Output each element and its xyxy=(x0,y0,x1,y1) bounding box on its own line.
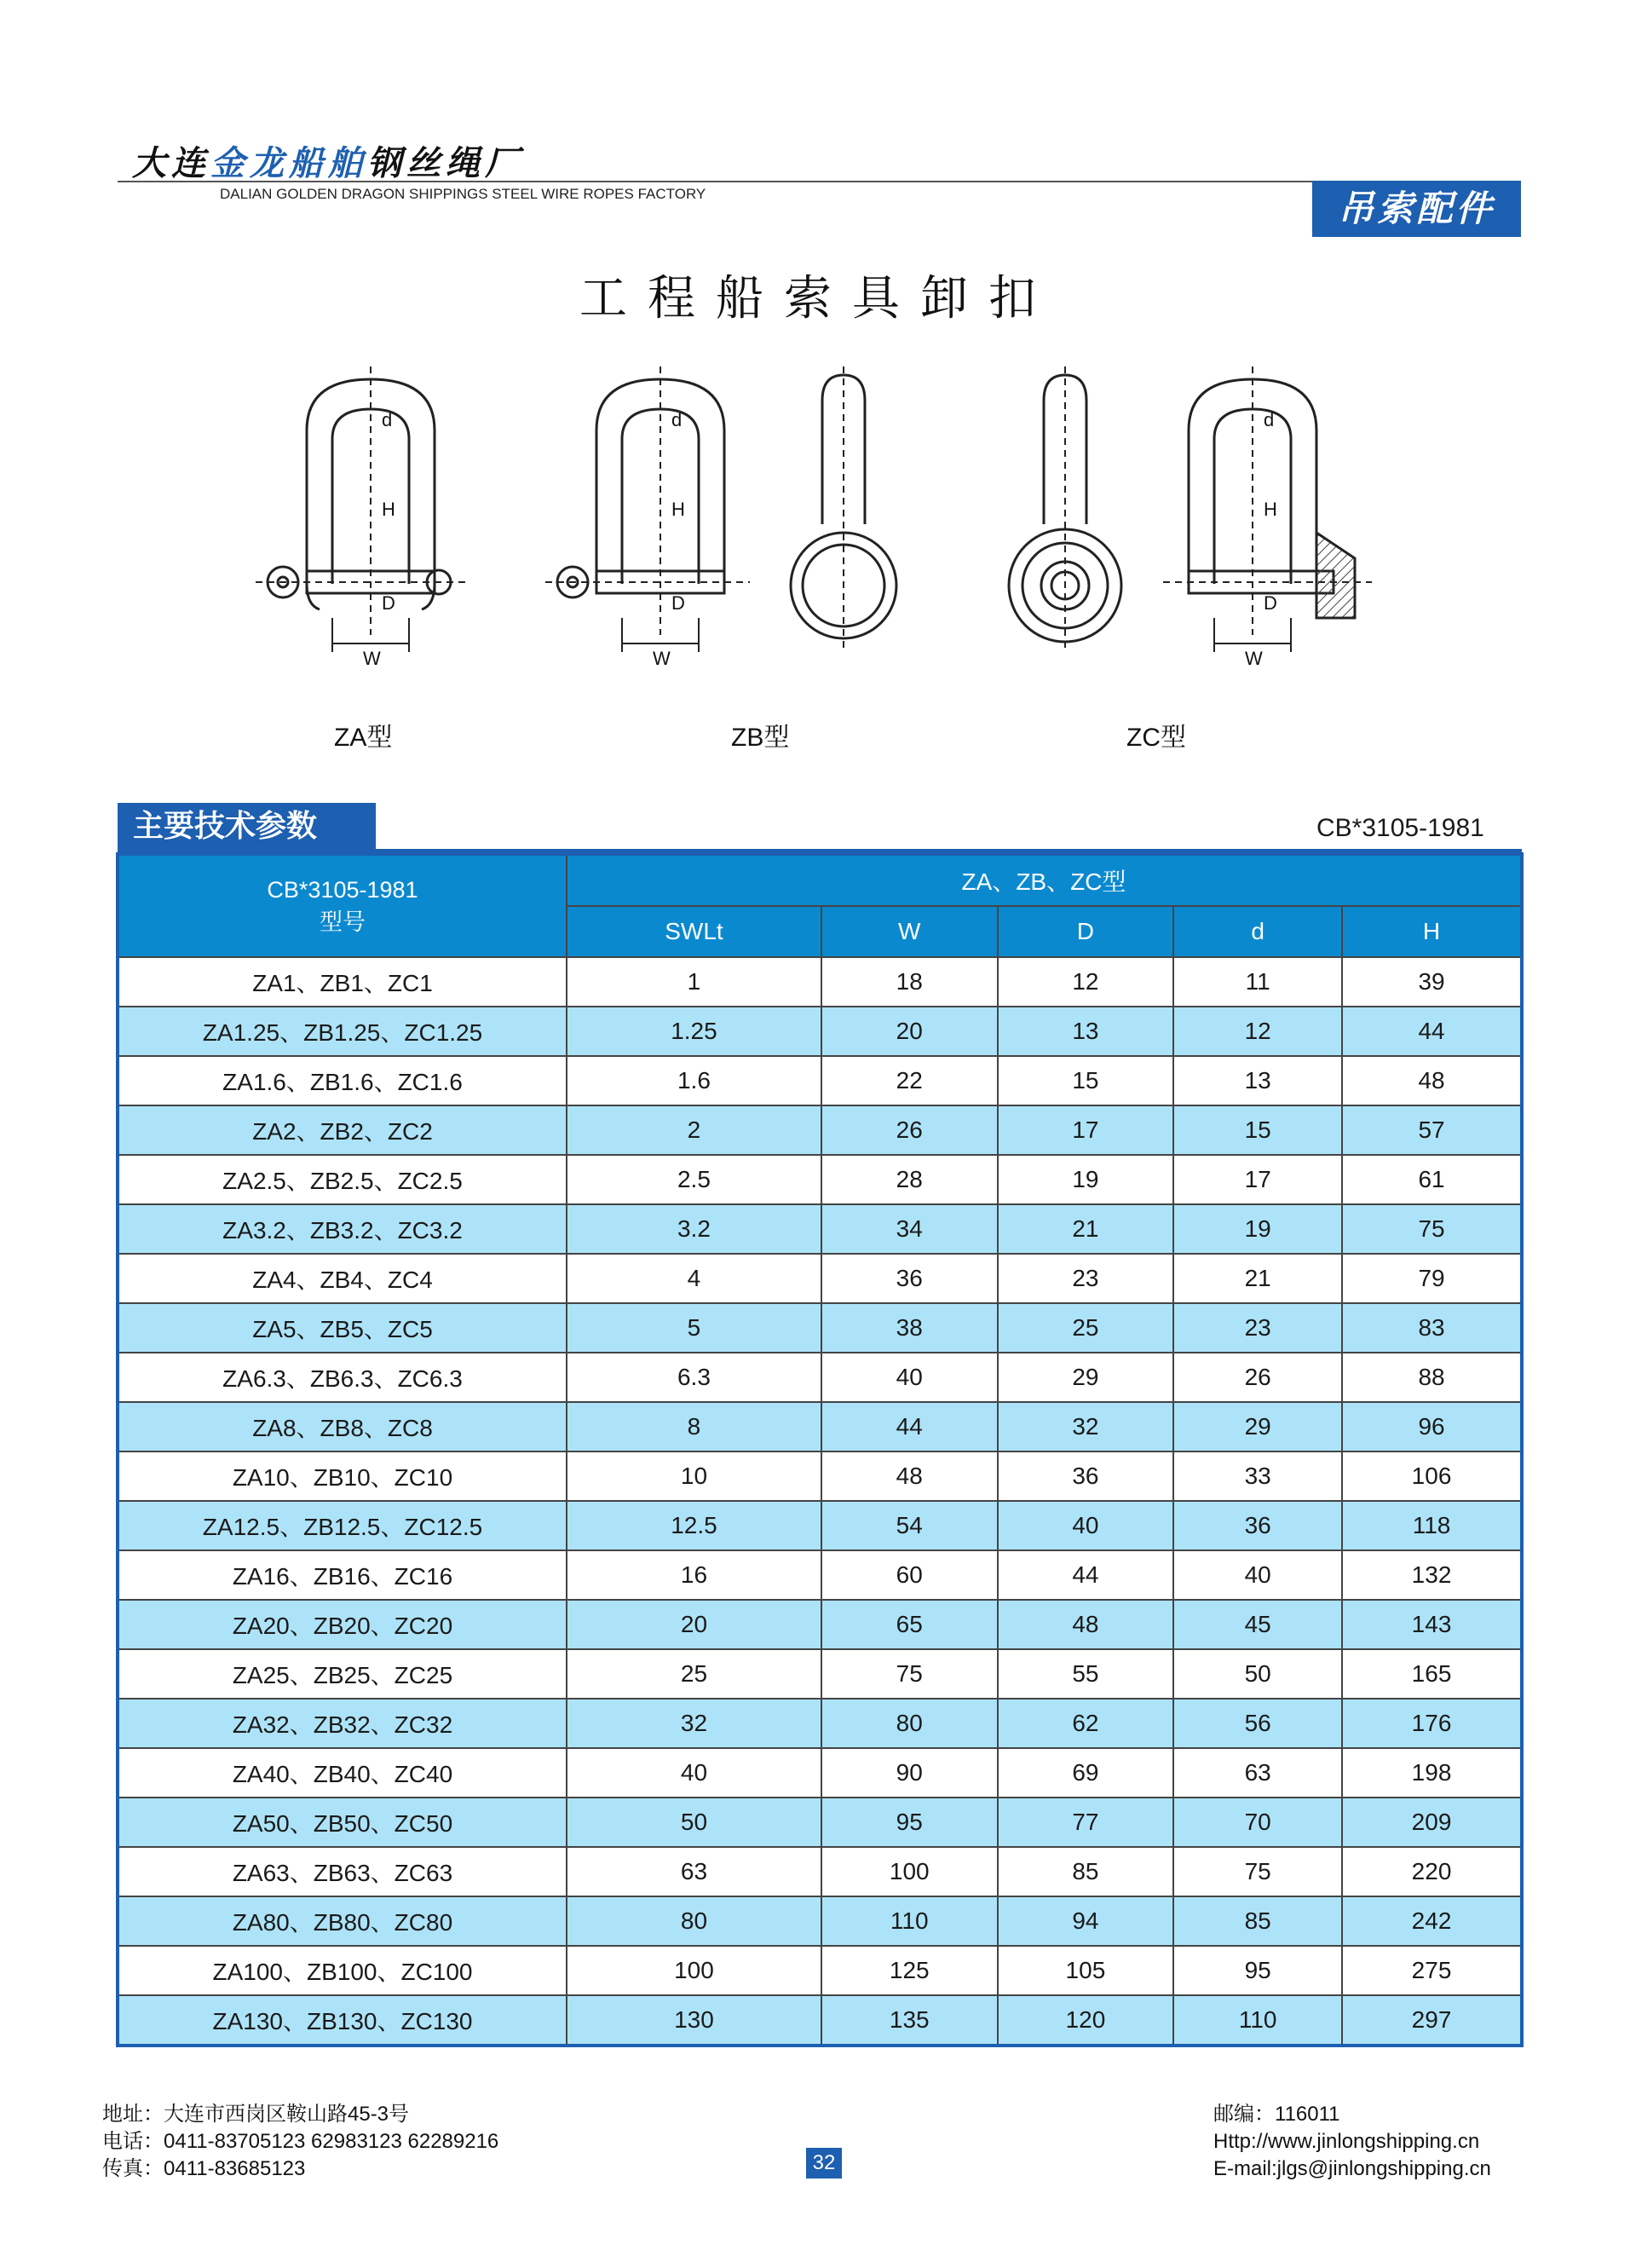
value-cell: 75 xyxy=(1173,1847,1342,1896)
value-cell: 12.5 xyxy=(567,1501,821,1550)
value-cell: 17 xyxy=(1173,1155,1342,1204)
column-header: SWLt xyxy=(567,906,821,957)
category-badge: 吊索配件 xyxy=(1312,181,1521,237)
value-cell: 130 xyxy=(567,1995,821,2046)
model-cell: ZA20、ZB20、ZC20 xyxy=(118,1600,567,1649)
value-cell: 57 xyxy=(1342,1105,1522,1155)
value-cell: 29 xyxy=(1173,1402,1342,1451)
type-label-za: ZA型 xyxy=(334,724,393,752)
zc-dim-d: d xyxy=(1264,409,1275,430)
table-row xyxy=(118,1847,1522,1896)
brand-part-2: 金龙船舶 xyxy=(210,144,367,183)
model-cell: ZA1.25、ZB1.25、ZC1.25 xyxy=(118,1007,567,1056)
column-header: H xyxy=(1342,906,1522,957)
shackle-drawings xyxy=(247,362,1389,686)
value-cell: 220 xyxy=(1342,1847,1522,1896)
value-cell: 11 xyxy=(1173,957,1342,1007)
table-row xyxy=(118,1105,1522,1155)
footer-website[interactable]: Http://www.jinlongshipping.cn xyxy=(1213,2130,1480,2153)
value-cell: 2 xyxy=(567,1105,821,1155)
value-cell: 10 xyxy=(567,1451,821,1501)
table-row xyxy=(118,1007,1522,1056)
value-cell: 105 xyxy=(998,1946,1174,1995)
value-cell: 1.6 xyxy=(567,1056,821,1105)
value-cell: 65 xyxy=(821,1600,998,1649)
value-cell: 60 xyxy=(821,1550,998,1600)
value-cell: 132 xyxy=(1342,1550,1522,1600)
value-cell: 33 xyxy=(1173,1451,1342,1501)
value-cell: 45 xyxy=(1173,1600,1342,1649)
zb-dim-w: W xyxy=(653,648,671,669)
value-cell: 75 xyxy=(1342,1204,1522,1254)
table-row xyxy=(118,1056,1522,1105)
table-row xyxy=(118,1402,1522,1451)
za-dim-h: H xyxy=(382,499,395,520)
value-cell: 61 xyxy=(1342,1155,1522,1204)
brand-name-en: DALIAN GOLDEN DRAGON SHIPPINGS STEEL WIRE ROPES FACTORY xyxy=(220,186,706,202)
brand-part-1: 大连 xyxy=(132,144,210,183)
value-cell: 75 xyxy=(821,1649,998,1699)
value-cell: 63 xyxy=(567,1847,821,1896)
spec-table xyxy=(116,852,1524,2047)
value-cell: 26 xyxy=(1173,1353,1342,1402)
value-cell: 44 xyxy=(998,1550,1174,1600)
value-cell: 39 xyxy=(1342,957,1522,1007)
value-cell: 70 xyxy=(1173,1798,1342,1847)
zb-shackle-front-drawing xyxy=(545,366,750,652)
column-header: d xyxy=(1173,906,1342,957)
value-cell: 29 xyxy=(998,1353,1174,1402)
footer-address: 地址：大连市西岗区鞍山路45-3号 xyxy=(102,2103,410,2126)
value-cell: 83 xyxy=(1342,1303,1522,1353)
value-cell: 38 xyxy=(821,1303,998,1353)
value-cell: 69 xyxy=(998,1748,1174,1798)
table-row xyxy=(118,957,1522,1007)
table-row xyxy=(118,1451,1522,1501)
za-shackle-drawing xyxy=(256,366,469,652)
value-cell: 55 xyxy=(998,1649,1174,1699)
type-label-zb: ZB型 xyxy=(731,724,790,752)
value-cell: 100 xyxy=(567,1946,821,1995)
footer-email[interactable]: E-mail:jlgs@jinlongshipping.cn xyxy=(1213,2157,1491,2180)
value-cell: 20 xyxy=(821,1007,998,1056)
table-row xyxy=(118,1501,1522,1550)
value-cell: 3.2 xyxy=(567,1204,821,1254)
value-cell: 56 xyxy=(1173,1699,1342,1748)
value-cell: 2.5 xyxy=(567,1155,821,1204)
column-header: D xyxy=(998,906,1174,957)
value-cell: 36 xyxy=(821,1254,998,1303)
value-cell: 1 xyxy=(567,957,821,1007)
model-cell: ZA40、ZB40、ZC40 xyxy=(118,1748,567,1798)
value-cell: 100 xyxy=(821,1847,998,1896)
model-cell: ZA50、ZB50、ZC50 xyxy=(118,1798,567,1847)
table-row xyxy=(118,1155,1522,1204)
group-header: ZA、ZB、ZC型 xyxy=(567,854,1522,906)
value-cell: 25 xyxy=(998,1303,1174,1353)
za-dim-d: d xyxy=(382,409,393,430)
page-title: 工程船索具卸扣 xyxy=(579,271,1057,326)
model-header-standard: CB*3105-1981 xyxy=(267,877,418,903)
value-cell: 80 xyxy=(821,1699,998,1748)
value-cell: 44 xyxy=(1342,1007,1522,1056)
model-cell: ZA4、ZB4、ZC4 xyxy=(118,1254,567,1303)
value-cell: 34 xyxy=(821,1204,998,1254)
model-cell: ZA6.3、ZB6.3、ZC6.3 xyxy=(118,1353,567,1402)
value-cell: 21 xyxy=(1173,1254,1342,1303)
value-cell: 85 xyxy=(1173,1896,1342,1946)
value-cell: 40 xyxy=(567,1748,821,1798)
model-header xyxy=(118,854,567,957)
value-cell: 165 xyxy=(1342,1649,1522,1699)
value-cell: 118 xyxy=(1342,1501,1522,1550)
footer-fax: 传真：0411-83685123 xyxy=(102,2157,306,2180)
value-cell: 88 xyxy=(1342,1353,1522,1402)
value-cell: 32 xyxy=(567,1699,821,1748)
model-cell: ZA12.5、ZB12.5、ZC12.5 xyxy=(118,1501,567,1550)
value-cell: 23 xyxy=(1173,1303,1342,1353)
zc-dim-w: W xyxy=(1245,648,1263,669)
model-header-label: 型号 xyxy=(320,909,366,935)
table-row xyxy=(118,1550,1522,1600)
zc-dim-h: H xyxy=(1264,499,1277,520)
model-cell: ZA25、ZB25、ZC25 xyxy=(118,1649,567,1699)
value-cell: 95 xyxy=(821,1798,998,1847)
value-cell: 21 xyxy=(998,1204,1174,1254)
value-cell: 95 xyxy=(1173,1946,1342,1995)
value-cell: 106 xyxy=(1342,1451,1522,1501)
model-cell: ZA3.2、ZB3.2、ZC3.2 xyxy=(118,1204,567,1254)
value-cell: 110 xyxy=(821,1896,998,1946)
model-cell: ZA1.6、ZB1.6、ZC1.6 xyxy=(118,1056,567,1105)
value-cell: 15 xyxy=(998,1056,1174,1105)
model-cell: ZA2、ZB2、ZC2 xyxy=(118,1105,567,1155)
value-cell: 96 xyxy=(1342,1402,1522,1451)
standard-label: CB*3105-1981 xyxy=(1316,814,1484,842)
value-cell: 5 xyxy=(567,1303,821,1353)
table-row xyxy=(118,1353,1522,1402)
value-cell: 40 xyxy=(998,1501,1174,1550)
type-label-zc: ZC型 xyxy=(1126,724,1186,752)
model-cell: ZA10、ZB10、ZC10 xyxy=(118,1451,567,1501)
zc-shackle-side-drawing xyxy=(1009,366,1121,652)
model-cell: ZA2.5、ZB2.5、ZC2.5 xyxy=(118,1155,567,1204)
page-number: 32 xyxy=(806,2148,842,2179)
value-cell: 48 xyxy=(821,1451,998,1501)
value-cell: 50 xyxy=(567,1798,821,1847)
zb-dim-h: H xyxy=(671,499,685,520)
table-row xyxy=(118,1896,1522,1946)
value-cell: 90 xyxy=(821,1748,998,1798)
value-cell: 40 xyxy=(821,1353,998,1402)
value-cell: 18 xyxy=(821,957,998,1007)
value-cell: 32 xyxy=(998,1402,1174,1451)
table-row xyxy=(118,1748,1522,1798)
value-cell: 48 xyxy=(1342,1056,1522,1105)
brand-name-cn xyxy=(132,136,524,185)
header-rule xyxy=(118,181,1519,182)
footer-phone: 电话：0411-83705123 62983123 62289216 xyxy=(102,2130,499,2153)
section-tab: 主要技术参数 xyxy=(118,803,376,851)
value-cell: 54 xyxy=(821,1501,998,1550)
value-cell: 12 xyxy=(998,957,1174,1007)
value-cell: 20 xyxy=(567,1600,821,1649)
value-cell: 8 xyxy=(567,1402,821,1451)
footer-contact xyxy=(102,2101,498,2183)
value-cell: 36 xyxy=(1173,1501,1342,1550)
value-cell: 143 xyxy=(1342,1600,1522,1649)
value-cell: 40 xyxy=(1173,1550,1342,1600)
table-row xyxy=(118,1699,1522,1748)
table-row xyxy=(118,1204,1522,1254)
value-cell: 198 xyxy=(1342,1748,1522,1798)
value-cell: 242 xyxy=(1342,1896,1522,1946)
value-cell: 6.3 xyxy=(567,1353,821,1402)
value-cell: 85 xyxy=(998,1847,1174,1896)
table-row xyxy=(118,1254,1522,1303)
za-dim-w: W xyxy=(363,648,381,669)
value-cell: 13 xyxy=(998,1007,1174,1056)
model-cell: ZA63、ZB63、ZC63 xyxy=(118,1847,567,1896)
table-row xyxy=(118,1995,1522,2046)
value-cell: 176 xyxy=(1342,1699,1522,1748)
zb-shackle-side-drawing xyxy=(791,366,896,652)
value-cell: 44 xyxy=(821,1402,998,1451)
zb-dim-d-big: D xyxy=(671,592,685,614)
value-cell: 28 xyxy=(821,1155,998,1204)
value-cell: 209 xyxy=(1342,1798,1522,1847)
table-row xyxy=(118,1600,1522,1649)
value-cell: 13 xyxy=(1173,1056,1342,1105)
za-dim-d-big: D xyxy=(382,592,395,614)
value-cell: 135 xyxy=(821,1995,998,2046)
model-cell: ZA5、ZB5、ZC5 xyxy=(118,1303,567,1353)
model-cell: ZA16、ZB16、ZC16 xyxy=(118,1550,567,1600)
model-cell: ZA100、ZB100、ZC100 xyxy=(118,1946,567,1995)
value-cell: 25 xyxy=(567,1649,821,1699)
value-cell: 120 xyxy=(998,1995,1174,2046)
zb-dim-d: d xyxy=(671,409,683,430)
value-cell: 17 xyxy=(998,1105,1174,1155)
model-cell: ZA130、ZB130、ZC130 xyxy=(118,1995,567,2046)
value-cell: 275 xyxy=(1342,1946,1522,1995)
column-header: W xyxy=(821,906,998,957)
model-cell: ZA8、ZB8、ZC8 xyxy=(118,1402,567,1451)
value-cell: 297 xyxy=(1342,1995,1522,2046)
value-cell: 36 xyxy=(998,1451,1174,1501)
value-cell: 15 xyxy=(1173,1105,1342,1155)
value-cell: 63 xyxy=(1173,1748,1342,1798)
value-cell: 16 xyxy=(567,1550,821,1600)
value-cell: 110 xyxy=(1173,1995,1342,2046)
table-row xyxy=(118,1649,1522,1699)
value-cell: 79 xyxy=(1342,1254,1522,1303)
footer-postcode: 邮编：116011 xyxy=(1213,2103,1340,2126)
value-cell: 22 xyxy=(821,1056,998,1105)
value-cell: 23 xyxy=(998,1254,1174,1303)
value-cell: 94 xyxy=(998,1896,1174,1946)
value-cell: 80 xyxy=(567,1896,821,1946)
value-cell: 50 xyxy=(1173,1649,1342,1699)
footer-web xyxy=(1213,2101,1491,2183)
value-cell: 1.25 xyxy=(567,1007,821,1056)
value-cell: 48 xyxy=(998,1600,1174,1649)
table-row xyxy=(118,1303,1522,1353)
model-cell: ZA1、ZB1、ZC1 xyxy=(118,957,567,1007)
value-cell: 12 xyxy=(1173,1007,1342,1056)
value-cell: 19 xyxy=(998,1155,1174,1204)
model-cell: ZA32、ZB32、ZC32 xyxy=(118,1699,567,1748)
model-cell: ZA80、ZB80、ZC80 xyxy=(118,1896,567,1946)
value-cell: 26 xyxy=(821,1105,998,1155)
table-row xyxy=(118,1946,1522,1995)
value-cell: 19 xyxy=(1173,1204,1342,1254)
value-cell: 4 xyxy=(567,1254,821,1303)
value-cell: 125 xyxy=(821,1946,998,1995)
value-cell: 62 xyxy=(998,1699,1174,1748)
brand-part-3: 钢丝绳厂 xyxy=(367,144,524,183)
zc-dim-d-big: D xyxy=(1264,592,1277,614)
value-cell: 77 xyxy=(998,1798,1174,1847)
table-row xyxy=(118,1798,1522,1847)
